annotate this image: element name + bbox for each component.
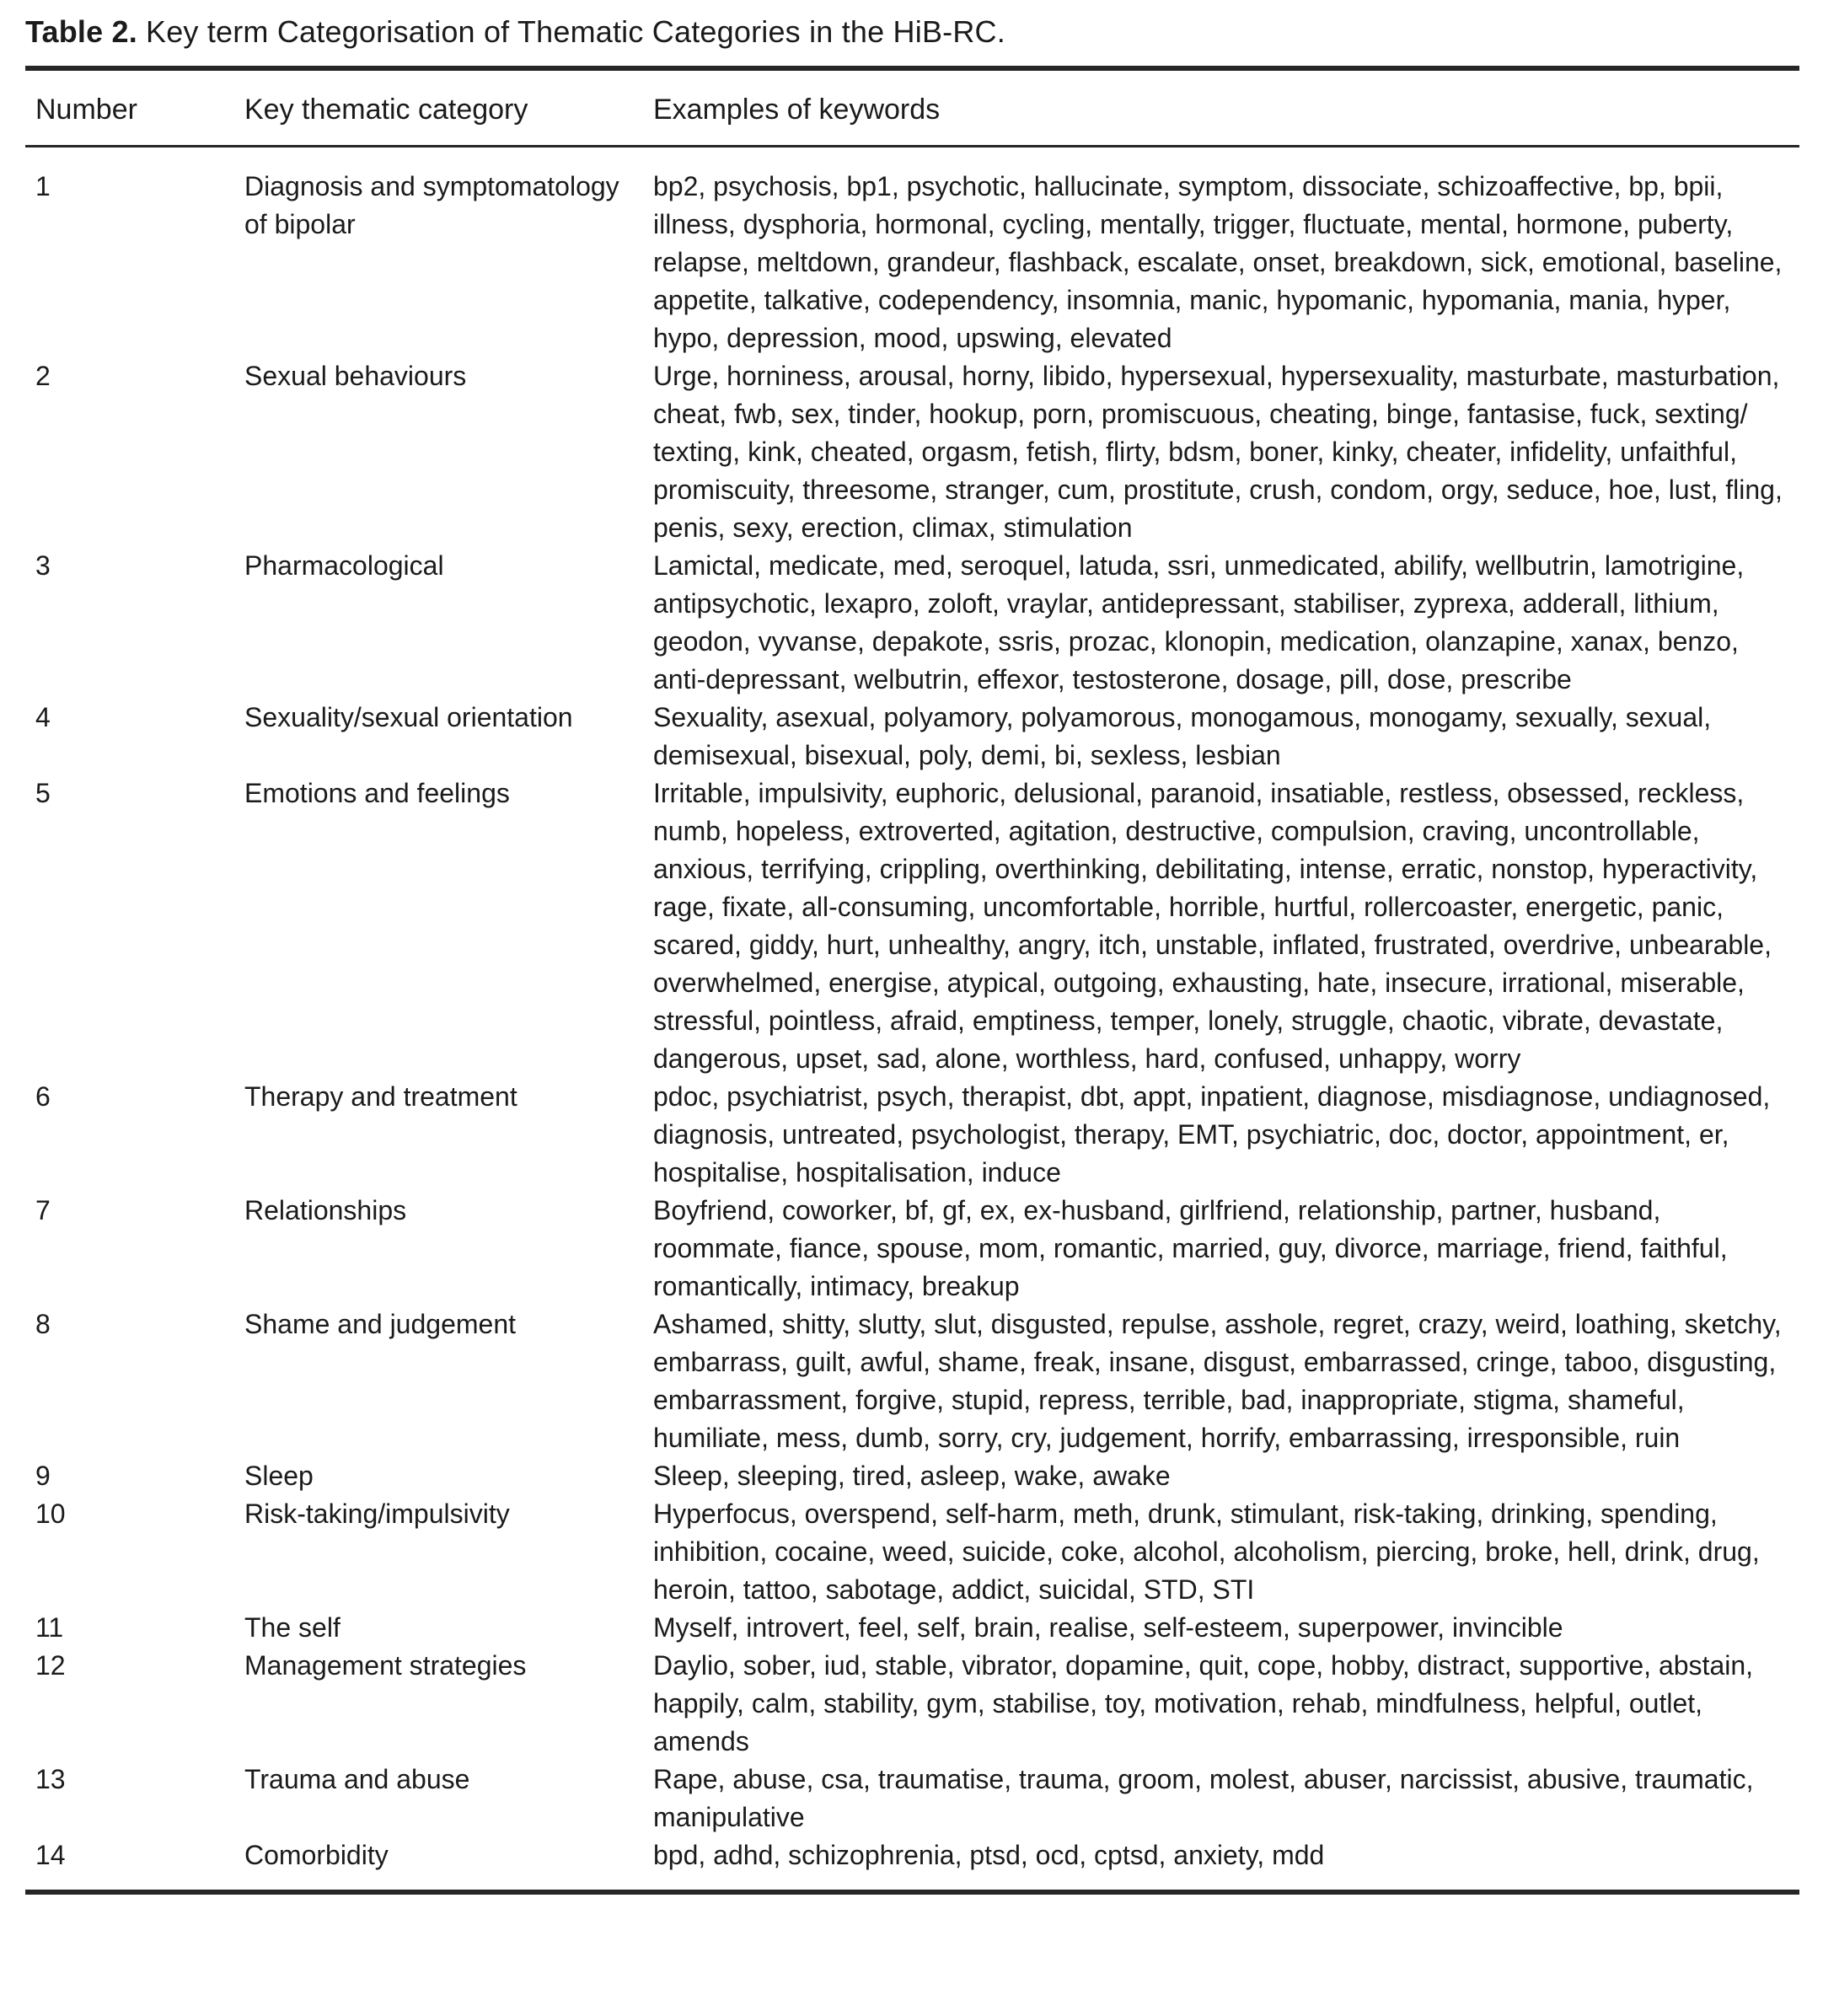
keywords-cell: Ashamed, shitty, slutty, slut, disgusted, repulse, asshole, regret, crazy, weird, loathing, sketchy, embarrass, guilt, awful, shame, freak, insane, disgust, embarrassed, cringe, taboo, disgusting, embarrassment, forgive, stupid, repress, terrible, bad, inappropriate, stigma, shameful, humiliate, mess, dumb, sorry, cry, judgement, horrify, embarrassing, irresponsible, ruin: [653, 1309, 1782, 1453]
category-cell: Diagnosis and symptomatology of bipolar: [244, 171, 619, 239]
table-row: [25, 168, 1799, 357]
table-row: [25, 1495, 1799, 1609]
column-header-category: Key thematic category: [244, 94, 528, 126]
row-number: 4: [35, 702, 51, 732]
row-number: 13: [35, 1764, 66, 1794]
table-row: [25, 547, 1799, 699]
table-row: [25, 1078, 1799, 1192]
table-caption: [25, 12, 1799, 52]
table-row: [25, 1192, 1799, 1306]
category-cell: Pharmacological: [244, 550, 444, 581]
table-row: [25, 699, 1799, 775]
row-number: 9: [35, 1461, 51, 1491]
table-caption-text: Key term Categorisation of Thematic Categories in the HiB-RC.: [145, 14, 1005, 49]
keywords-cell: Boyfriend, coworker, bf, gf, ex, ex-husband, girlfriend, relationship, partner, husband, roommate, fiance, spouse, mom, romantic, married, guy, divorce, marriage, friend, faithful, romantically, intimacy, breakup: [653, 1195, 1728, 1301]
category-cell: Relationships: [244, 1195, 407, 1225]
row-number: 7: [35, 1195, 51, 1225]
table-body: [25, 147, 1799, 1890]
category-cell: Therapy and treatment: [244, 1081, 517, 1112]
table-header-row: [25, 71, 1799, 145]
keywords-cell: bp2, psychosis, bp1, psychotic, hallucinate, symptom, dissociate, schizoaffective, bp, bpii, illness, dysphoria, hormonal, cycling, mentally, trigger, fluctuate, mental, hormone, puberty, relapse, meltdown, grandeur, flashback, escalate, onset, breakdown, sick, emotional, baseline, appetite, talkative, codependency, insomnia, manic, hypomanic, hypomania, mania, hyper, hypo, depression, mood, upswing, elevated: [653, 171, 1783, 353]
table-row: [25, 775, 1799, 1078]
category-cell: Sexuality/sexual orientation: [244, 702, 573, 732]
table-label: Table 2.: [25, 14, 137, 49]
row-number: 2: [35, 361, 51, 391]
row-number: 11: [35, 1612, 64, 1643]
category-cell: The self: [244, 1612, 340, 1643]
keywords-cell: Hyperfocus, overspend, self-harm, meth, drunk, stimulant, risk-taking, drinking, spending, inhibition, cocaine, weed, suicide, coke, alcohol, alcoholism, piercing, broke, hell, drink, drug, heroin, tattoo, sabotage, addict, suicidal, STD, STI: [653, 1499, 1760, 1605]
row-number: 3: [35, 550, 51, 581]
category-cell: Emotions and feelings: [244, 778, 510, 808]
keywords-cell: Irritable, impulsivity, euphoric, delusional, paranoid, insatiable, restless, obsessed, reckless, numb, hopeless, extroverted, agitation, destructive, compulsion, craving, uncontrollable, anxious, terrifying, crippling, overthinking, debilitating, intense, erratic, nonstop, hyperactivity, rage, fixate, all-consuming, uncomfortable, horrible, hurtful, rollercoaster, energetic, panic, scared, giddy, hurt, unhealthy, angry, itch, unstable, inflated, frustrated, overdrive, unbearable, overwhelmed, energise, atypical, outgoing, exhausting, hate, insecure, irrational, miserable, stressful, pointless, afraid, emptiness, temper, lonely, struggle, chaotic, vibrate, devastate, dangerous, upset, sad, alone, worthless, hard, confused, unhappy, worry: [653, 778, 1772, 1074]
table-row: [25, 1761, 1799, 1836]
keywords-cell: Rape, abuse, csa, traumatise, trauma, groom, molest, abuser, narcissist, abusive, traumatic, manipulative: [653, 1764, 1754, 1832]
bottom-rule: [25, 1890, 1799, 1895]
row-number: 6: [35, 1081, 51, 1112]
column-header-keywords: Examples of keywords: [653, 94, 941, 126]
row-number: 14: [35, 1840, 66, 1870]
table-row: [25, 1609, 1799, 1647]
keywords-cell: Sexuality, asexual, polyamory, polyamorous, monogamous, monogamy, sexually, sexual, demisexual, bisexual, poly, demi, bi, sexless, lesbian: [653, 702, 1712, 770]
row-number: 8: [35, 1309, 51, 1339]
column-header-number: Number: [35, 94, 137, 126]
category-cell: Sleep: [244, 1461, 314, 1491]
category-cell: Management strategies: [244, 1650, 527, 1681]
category-cell: Risk-taking/impulsivity: [244, 1499, 510, 1529]
keywords-cell: pdoc, psychiatrist, psych, therapist, dbt, appt, inpatient, diagnose, misdiagnose, undiagnosed, diagnosis, untreated, psychologist, therapy, EMT, psychiatric, doc, doctor, appointment, er, hospitalise, hospitalisation, induce: [653, 1081, 1771, 1188]
table-row: [25, 357, 1799, 547]
row-number: 10: [35, 1499, 66, 1529]
keywords-cell: Lamictal, medicate, med, seroquel, latuda, ssri, unmedicated, abilify, wellbutrin, lamotrigine, antipsychotic, lexapro, zoloft, vraylar, antidepressant, stabiliser, zyprexa, adderall, lithium, geodon, vyvanse, depakote, ssris, prozac, klonopin, medication, olanzapine, xanax, benzo, anti-depressant, welbutrin, effexor, testosterone, dosage, pill, dose, prescribe: [653, 550, 1745, 694]
table-row: [25, 1457, 1799, 1495]
table-row: [25, 1836, 1799, 1874]
row-number: 12: [35, 1650, 66, 1681]
category-cell: Comorbidity: [244, 1840, 389, 1870]
category-cell: Sexual behaviours: [244, 361, 467, 391]
table-row: [25, 1647, 1799, 1761]
row-number: 5: [35, 778, 51, 808]
keywords-cell: Sleep, sleeping, tired, asleep, wake, awake: [653, 1461, 1171, 1491]
keywords-cell: Urge, horniness, arousal, horny, libido, hypersexual, hypersexuality, masturbate, masturbation, cheat, fwb, sex, tinder, hookup, porn, promiscuous, cheating, binge, fantasise, fuck, sexting/ texting, kink, cheated, orgasm, fetish, flirty, bdsm, boner, kinky, cheater, infidelity, unfaithful, promiscuity, threesome, stranger, cum, prostitute, crush, condom, orgy, seduce, hoe, lust, fling, penis, sexy, erection, climax, stimulation: [653, 361, 1783, 543]
keywords-cell: Daylio, sober, iud, stable, vibrator, dopamine, quit, cope, hobby, distract, supportive, abstain, happily, calm, stability, gym, stabilise, toy, motivation, rehab, mindfulness, helpful, outlet, amends: [653, 1650, 1754, 1756]
keywords-cell: bpd, adhd, schizophrenia, ptsd, ocd, cptsd, anxiety, mdd: [653, 1840, 1325, 1870]
category-cell: Shame and judgement: [244, 1309, 516, 1339]
row-number: 1: [35, 171, 51, 201]
category-cell: Trauma and abuse: [244, 1764, 470, 1794]
keywords-cell: Myself, introvert, feel, self, brain, realise, self-esteem, superpower, invincible: [653, 1612, 1563, 1643]
table-row: [25, 1306, 1799, 1457]
